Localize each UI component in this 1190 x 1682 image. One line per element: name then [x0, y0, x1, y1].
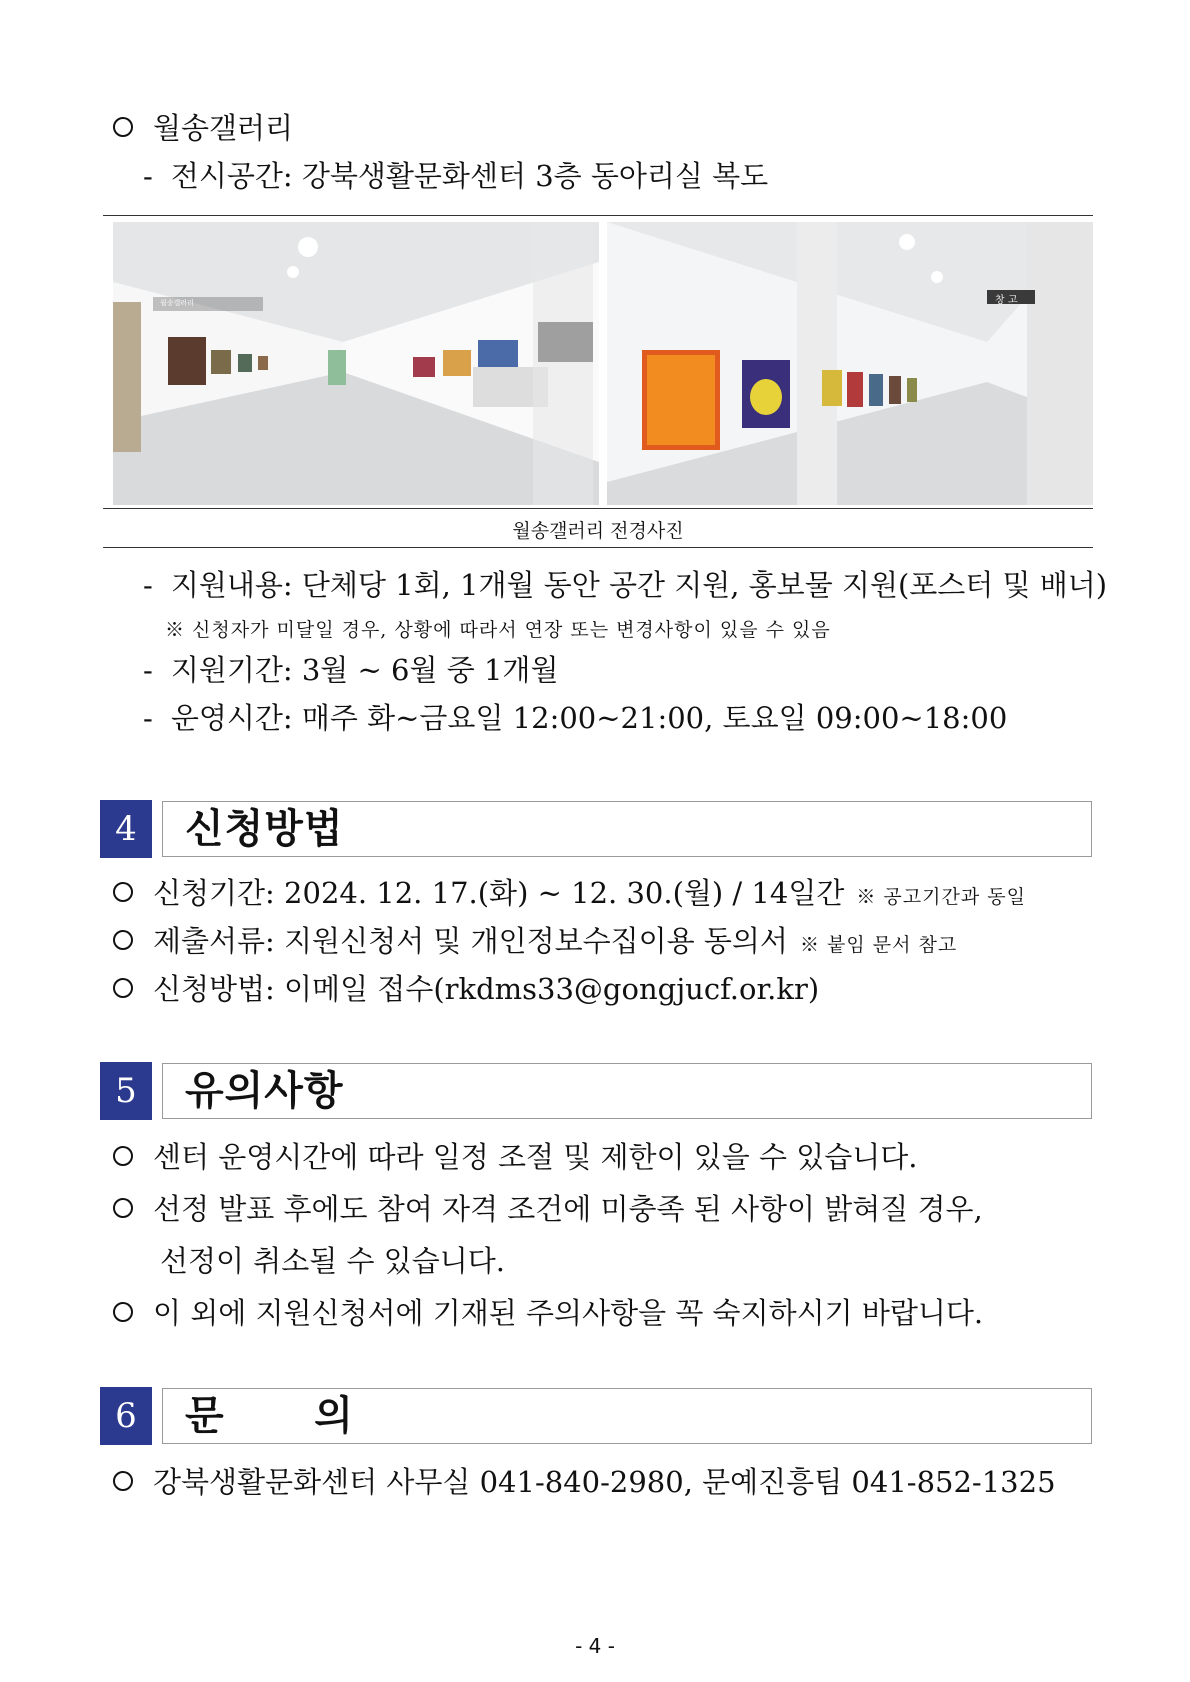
section4-number: 4	[100, 800, 152, 858]
gallery-photo-left	[113, 222, 599, 505]
photo-top-rule	[103, 215, 1093, 216]
gallery-photo-right	[607, 222, 1093, 505]
circle-bullet-icon	[113, 1198, 133, 1218]
section5-item-continued: 선정이 취소될 수 있습니다.	[160, 1244, 506, 1278]
gallery-space-line: - 전시공간: 강북생활문화센터 3층 동아리실 복도	[143, 159, 769, 193]
circle-bullet-icon	[113, 930, 133, 950]
section6-title: 문 의	[185, 1393, 354, 1439]
gallery-space: 전시공간: 강북생활문화센터 3층 동아리실 복도	[170, 159, 769, 193]
page-number: - 4 -	[575, 1634, 615, 1658]
caption-bottom-rule	[103, 547, 1093, 548]
circle-bullet-icon	[113, 1471, 133, 1491]
section4-title: 신청방법	[185, 806, 344, 852]
support-note: ※ 신청자가 미달일 경우, 상황에 따라서 연장 또는 변경사항이 있을 수 있음	[165, 619, 831, 641]
section5-title: 유의사항	[185, 1068, 344, 1114]
hours-line: - 운영시간: 매주 화~금요일 12:00~21:00, 토요일 09:00~18:00	[143, 701, 1008, 735]
section5-header	[162, 1063, 1092, 1119]
gallery-title-line	[113, 110, 293, 146]
storage-sign: 창 고	[995, 295, 1018, 306]
period-text: 지원기간: 3월 ~ 6월 중 1개월	[170, 653, 559, 687]
section4-item: 제출서류: 지원신청서 및 개인정보수집이용 동의서 ※ 붙임 문서 참고	[113, 923, 957, 963]
circle-bullet-icon	[113, 117, 133, 137]
section6-header	[162, 1388, 1092, 1444]
circle-bullet-icon	[113, 978, 133, 998]
hours-text: 운영시간: 매주 화~금요일 12:00~21:00, 토요일 09:00~18:00	[170, 701, 1008, 735]
gallery-sign: 월송갤러리	[160, 299, 194, 307]
gallery-corridor-left-image	[113, 222, 599, 505]
section4-header	[162, 801, 1092, 857]
circle-bullet-icon	[113, 1146, 133, 1166]
section6-item: 강북생활문화센터 사무실 041-840-2980, 문예진흥팀 041-852-1325	[113, 1464, 1056, 1500]
photo-caption: 월송갤러리 전경사진	[512, 520, 684, 542]
section4-item: 신청기간: 2024. 12. 17.(화) ~ 12. 30.(월) / 14일간 ※ 공고기간과 동일	[113, 875, 1026, 915]
section5-item: 이 외에 지원신청서에 기재된 주의사항을 꼭 숙지하시기 바랍니다.	[113, 1295, 983, 1331]
gallery-title: 월송갤러리	[153, 111, 294, 145]
period-line: - 지원기간: 3월 ~ 6월 중 1개월	[143, 653, 559, 687]
support-text: 지원내용: 단체당 1회, 1개월 동안 공간 지원, 홍보물 지원(포스터 및 배너)	[170, 568, 1108, 602]
section4-item: 신청방법: 이메일 접수(rkdms33@gongjucf.or.kr)	[113, 971, 819, 1007]
photo-bottom-rule	[103, 508, 1093, 509]
section6-number: 6	[100, 1387, 152, 1445]
support-line: - 지원내용: 단체당 1회, 1개월 동안 공간 지원, 홍보물 지원(포스터 및 배너)	[143, 568, 1108, 602]
section5-item: 선정 발표 후에도 참여 자격 조건에 미충족 된 사항이 밝혀질 경우,	[113, 1191, 983, 1227]
section5-number: 5	[100, 1062, 152, 1120]
gallery-corridor-right-image	[607, 222, 1093, 505]
section5-item: 센터 운영시간에 따라 일정 조절 및 제한이 있을 수 있습니다.	[113, 1139, 918, 1175]
circle-bullet-icon	[113, 1302, 133, 1322]
circle-bullet-icon	[113, 882, 133, 902]
